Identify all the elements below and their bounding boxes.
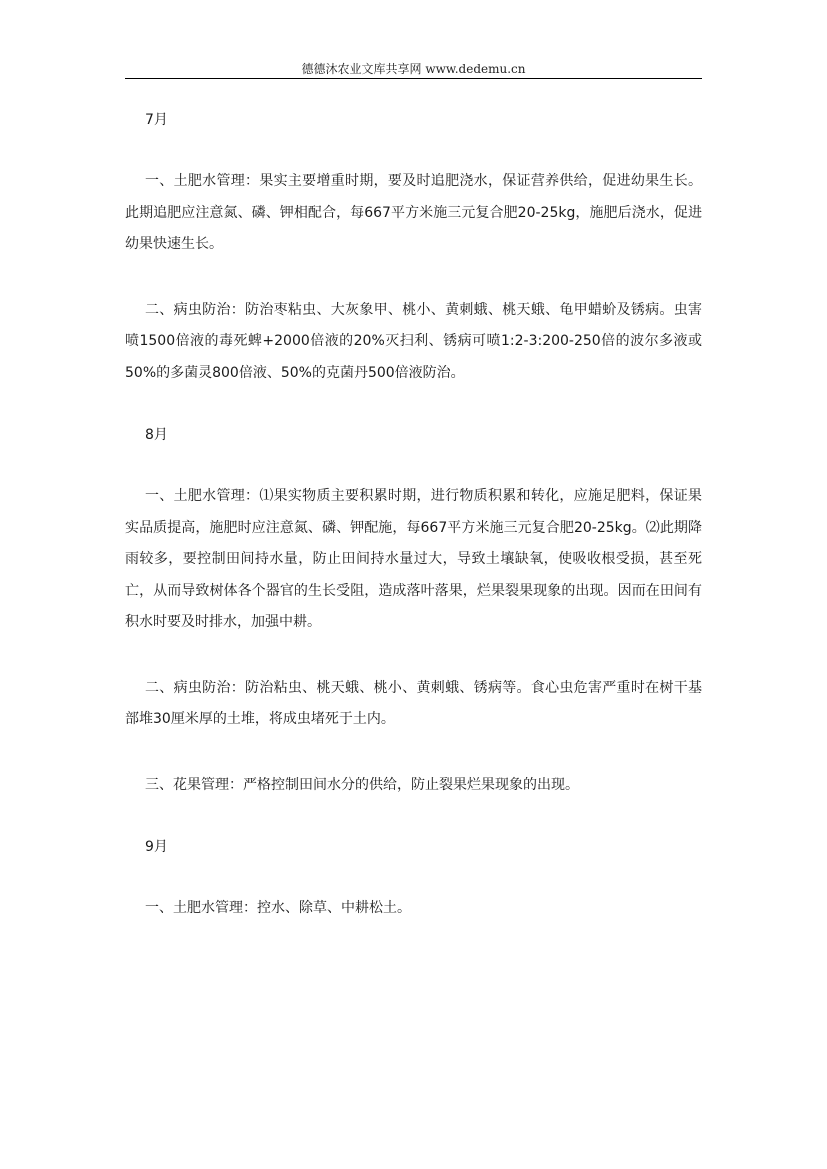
- month-heading-july: 7月: [145, 112, 168, 128]
- paragraph-august-fertilizer: 一、土肥水管理：⑴果实物质主要积累时期，进行物质积累和转化，应施足肥料，保证果实品质提高，施肥时应注意氮、磷、钾配施，每667平方米施三元复合肥20-25kg。⑵此期降雨较多，要控制田间持水量，防止田间持水量过大，导致土壤缺氧，使吸收根受损，甚至死亡，从而导致树体各个器官的生长受阻，造成落叶落果，烂果裂果现象的出现。因而在田间有积水时要及时排水，加强中耕。: [125, 488, 702, 630]
- page-header: 德德沐农业文库共享网 www.dedemu.cn: [301, 62, 526, 76]
- paragraph-september-fertilizer: 一、土肥水管理：控水、除草、中耕松土。: [145, 900, 411, 916]
- paragraph-august-pest-control: 二、病虫防治：防治粘虫、桃天蛾、桃小、黄刺蛾、锈病等。食心虫危害严重时在树干基部堆30厘米厚的土堆，将成虫堵死于土内。: [125, 679, 702, 727]
- month-heading-august: 8月: [145, 427, 168, 443]
- document-body: [125, 108, 702, 925]
- month-heading-september: 9月: [145, 839, 168, 855]
- paragraph-july-fertilizer: 一、土肥水管理：果实主要增重时期，要及时追肥浇水，保证营养供给，促进幼果生长。此期追肥应注意氮、磷、钾相配合，每667平方米施三元复合肥20-25kg，施肥后浇水，促进幼果快速生长。: [125, 173, 702, 252]
- paragraph-july-pest-control: 二、病虫防治：防治枣粘虫、大灰象甲、桃小、黄刺蛾、桃天蛾、龟甲蜡蚧及锈病。虫害喷1500倍液的毒死蜱+2000倍液的20%灭扫利、锈病可喷1:2-3:200-250倍的波尔多液或50%的多菌灵800倍液、50%的克菌丹500倍液防治。: [125, 301, 702, 381]
- header-divider: [125, 78, 702, 79]
- paragraph-august-flower-fruit: 三、花果管理：严格控制田间水分的供给，防止裂果烂果现象的出现。: [145, 776, 579, 793]
